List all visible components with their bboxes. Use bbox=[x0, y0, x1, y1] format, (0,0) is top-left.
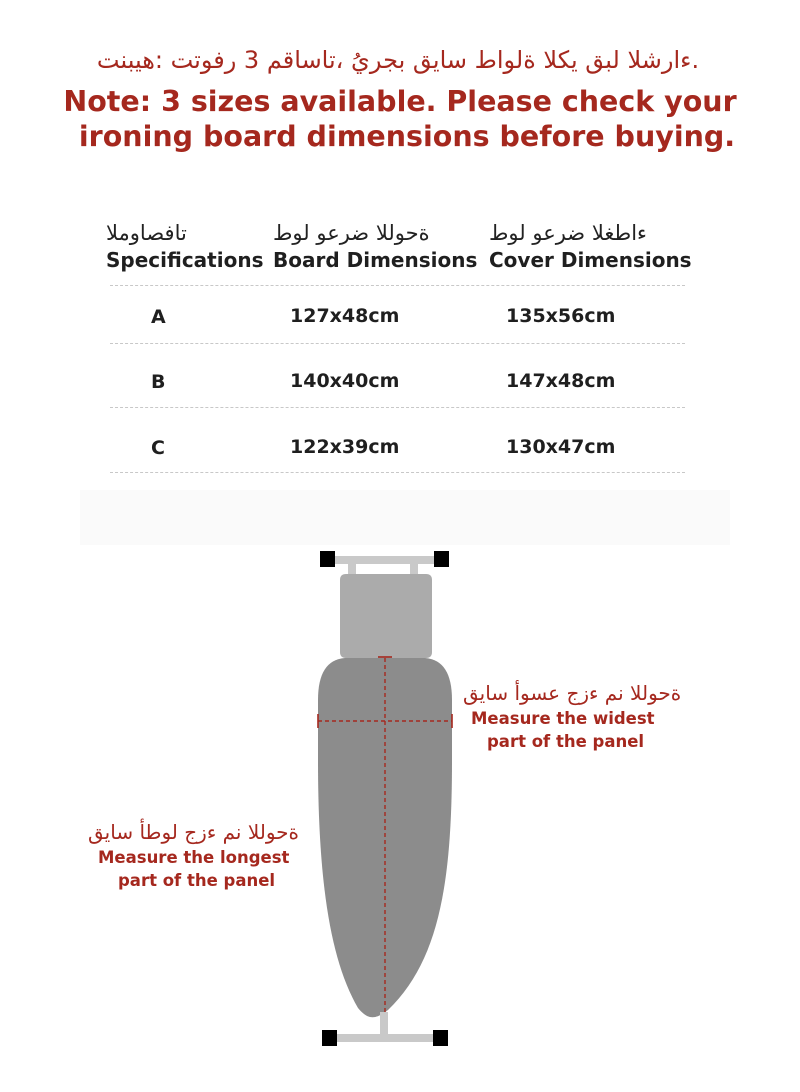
row-spec: A bbox=[151, 306, 166, 328]
header-specifications-english: Specifications bbox=[106, 248, 264, 272]
top-frame-leg bbox=[410, 562, 418, 576]
row-board: 140x40cm bbox=[290, 370, 400, 392]
header-board-arabic: ةحوللا ضرعو لوط bbox=[273, 221, 430, 245]
header-board-english: Board Dimensions bbox=[273, 248, 478, 272]
longest-annotation bbox=[88, 818, 299, 892]
note-english-line2: ironing board dimensions before buying. bbox=[78, 120, 736, 153]
header-cover-english: Cover Dimensions bbox=[489, 248, 692, 272]
background-band bbox=[80, 490, 730, 545]
bottom-frame-bar bbox=[330, 1034, 442, 1042]
row-board: 127x48cm bbox=[290, 305, 400, 327]
widest-english-line2: part of the panel bbox=[487, 732, 645, 751]
widest-annotation bbox=[463, 679, 681, 753]
board-panel bbox=[318, 658, 452, 1017]
iron-rest bbox=[340, 574, 432, 658]
longest-english-line1: Measure the longest bbox=[98, 848, 290, 867]
row-cover: 147x48cm bbox=[506, 370, 616, 392]
header-cover-arabic: ءاطغلا ضرعو لوط bbox=[489, 221, 647, 245]
foot-bottom-left bbox=[322, 1030, 337, 1046]
row-cover: 130x47cm bbox=[506, 436, 616, 458]
foot-top-left bbox=[320, 551, 335, 567]
top-frame-leg bbox=[348, 562, 356, 576]
note-english-line1: Note: 3 sizes available. Please check your bbox=[63, 85, 737, 118]
longest-english-line2: part of the panel bbox=[118, 871, 276, 890]
header-specifications-arabic: تافصاوملا bbox=[106, 221, 187, 245]
note-arabic: .ءارشلا لبق يكلا ةلواط سايق بجريُ ،تاساقم 3 رفوتت :هيبنت bbox=[96, 46, 700, 74]
top-frame-bar bbox=[330, 556, 442, 564]
longest-arabic: ةحوللا نم ءزج لوطأ سايق bbox=[88, 820, 300, 844]
row-cover: 135x56cm bbox=[506, 305, 616, 327]
widest-arabic: ةحوللا نم ءزج عسوأ سايق bbox=[463, 681, 682, 705]
foot-bottom-right bbox=[433, 1030, 448, 1046]
foot-top-right bbox=[434, 551, 449, 567]
widest-english-line1: Measure the widest bbox=[471, 709, 655, 728]
row-spec: C bbox=[151, 437, 165, 459]
row-spec: B bbox=[151, 371, 166, 393]
row-board: 122x39cm bbox=[290, 436, 400, 458]
